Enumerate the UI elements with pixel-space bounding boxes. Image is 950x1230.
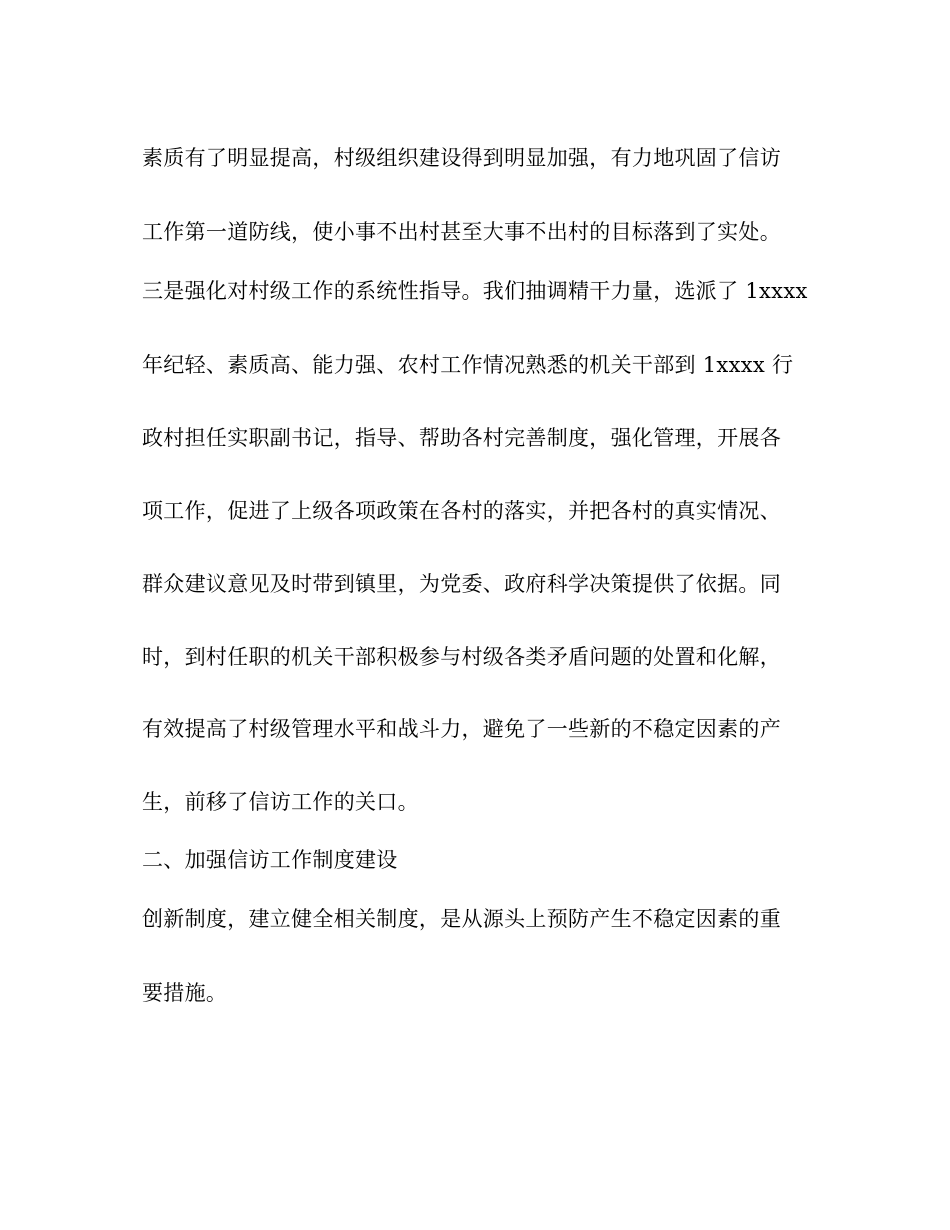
text-line: 工作第一道防线，使小事不出村甚至大事不出村的目标落到了实处。 bbox=[142, 220, 781, 244]
text-line: 生，前移了信访工作的关口。 bbox=[142, 790, 419, 814]
section-heading: 二、加强信访工作制度建设 bbox=[142, 848, 398, 872]
text-line: 有效提高了村级管理水平和战斗力，避免了一些新的不稳定因素的产 bbox=[142, 717, 781, 741]
text-line: 三是强化对村级工作的系统性指导。我们抽调精干力量，选派了 1xxxx bbox=[142, 279, 808, 303]
text-line: 项工作，促进了上级各项政策在各村的落实，并把各村的真实情况、 bbox=[142, 499, 781, 523]
text-line: 素质有了明显提高，村级组织建设得到明显加强，有力地巩固了信访 bbox=[142, 146, 781, 170]
text-line: 要措施。 bbox=[142, 981, 228, 1005]
text-line: 政村担任实职副书记，指导、帮助各村完善制度，强化管理，开展各 bbox=[142, 426, 781, 450]
text-line: 群众建议意见及时带到镇里，为党委、政府科学决策提供了依据。同 bbox=[142, 572, 781, 596]
text-line: 创新制度，建立健全相关制度，是从源头上预防产生不稳定因素的重 bbox=[142, 907, 781, 931]
text-line: 时，到村任职的机关干部积极参与村级各类矛盾问题的处置和化解， bbox=[142, 645, 781, 669]
text-line: 年纪轻、素质高、能力强、农村工作情况熟悉的机关干部到 1xxxx 行 bbox=[142, 353, 794, 377]
